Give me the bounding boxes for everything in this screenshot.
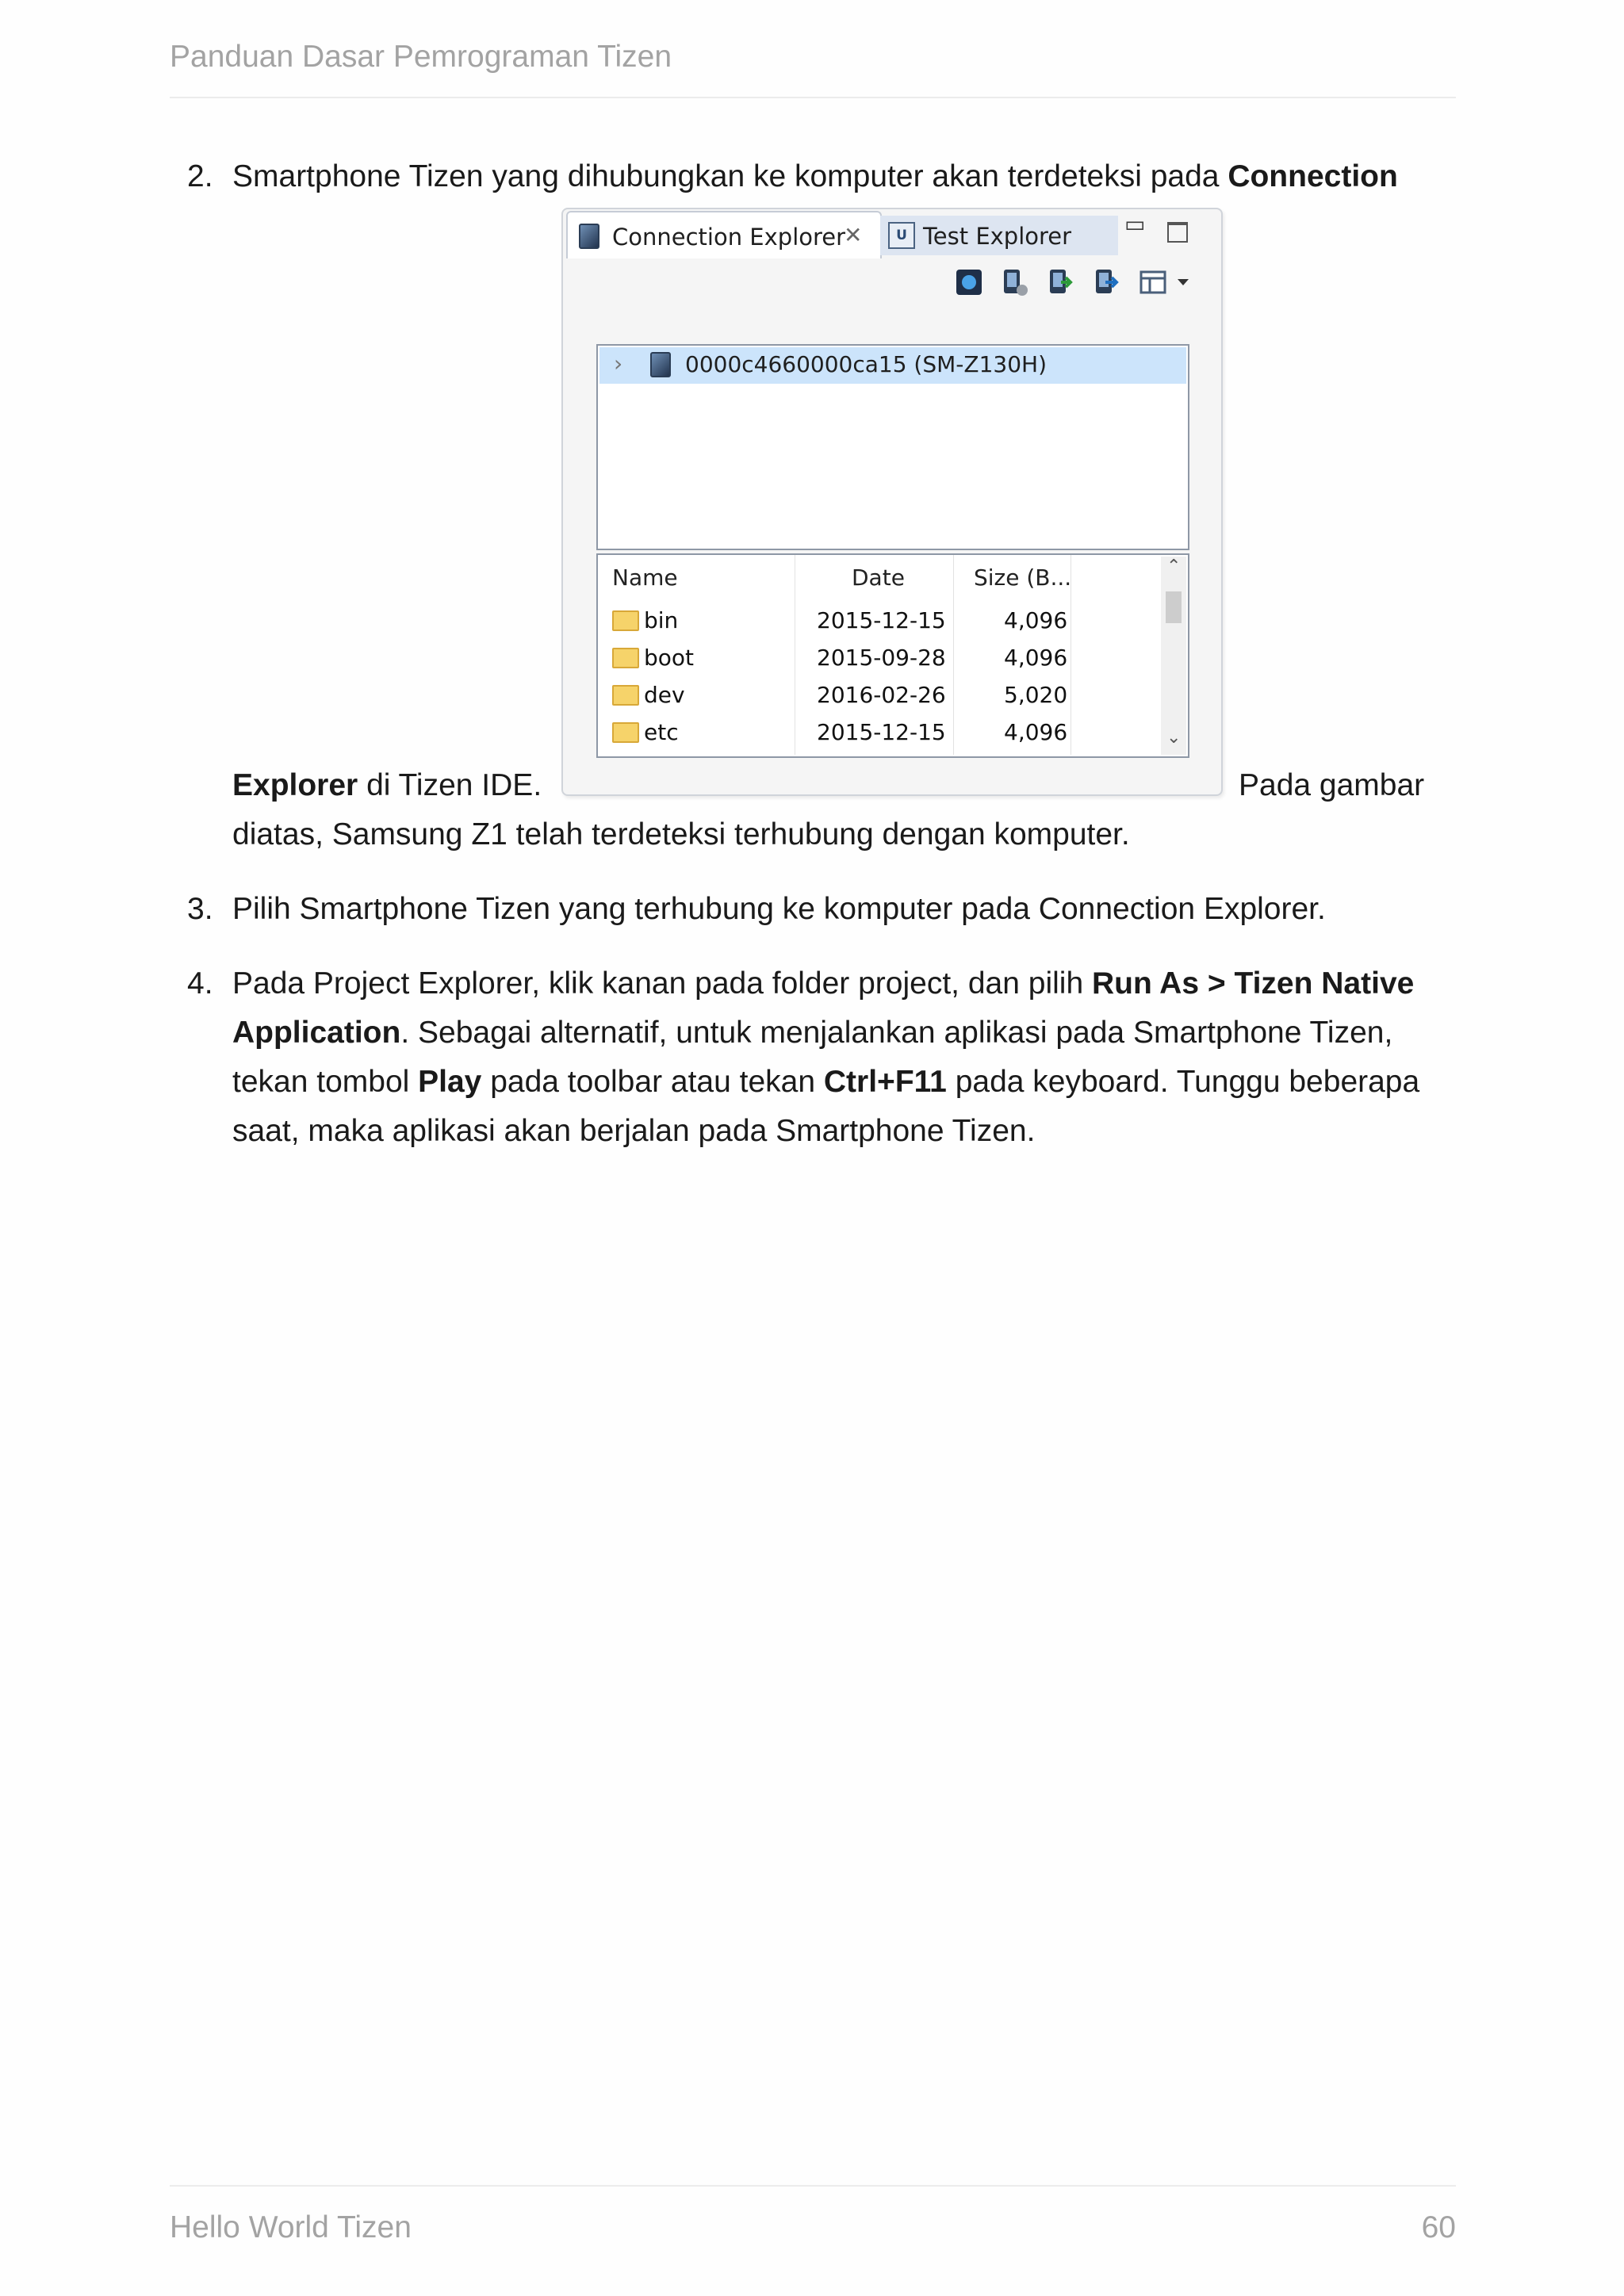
file-name: bin xyxy=(644,607,679,633)
folder-icon xyxy=(612,722,639,743)
tab-test-explorer[interactable] xyxy=(880,216,1118,255)
file-date: 2015-09-28 xyxy=(817,645,946,671)
folder-icon xyxy=(612,648,639,668)
column-header-date[interactable]: Date xyxy=(852,564,905,591)
step-text: pada keyboard. Tunggu beberapa xyxy=(946,1065,1420,1099)
step-bold: Run As > Tizen Native xyxy=(1091,966,1415,1001)
column-header-name[interactable]: Name xyxy=(612,564,678,591)
step-text: . Sebagai alternatif, untuk menjalankan aplikasi pada Smartphone Tizen, xyxy=(400,1016,1393,1050)
chevron-down-icon[interactable] xyxy=(1175,268,1191,297)
chevron-up-icon[interactable]: ⌃ xyxy=(1166,557,1182,576)
step-bold: Ctrl+F11 xyxy=(823,1065,947,1099)
file-browser xyxy=(596,553,1189,758)
step-bold: Application xyxy=(232,1016,401,1050)
push-file-icon[interactable] xyxy=(1047,268,1075,297)
step-bold: Explorer xyxy=(232,768,358,802)
file-date: 2015-12-15 xyxy=(817,607,946,633)
tab-label: Test Explorer xyxy=(923,223,1072,250)
step-4-line-3 xyxy=(232,1058,1419,1107)
file-date: 2015-12-15 xyxy=(817,719,946,745)
file-size: 4,096 xyxy=(1004,719,1068,745)
footer-divider xyxy=(170,2185,1456,2187)
file-name: etc xyxy=(644,719,679,745)
scroll-thumb[interactable] xyxy=(1166,591,1182,623)
footer-title: Hello World Tizen xyxy=(170,2210,412,2244)
step-4-line-1 xyxy=(232,959,1414,1008)
folder-icon xyxy=(612,685,639,706)
file-size: 4,096 xyxy=(1004,645,1068,671)
layout-icon[interactable] xyxy=(1139,268,1167,297)
step-bold: Connection xyxy=(1228,159,1398,193)
test-icon: U xyxy=(888,222,915,249)
minimize-icon[interactable]: ▭ xyxy=(1124,211,1146,237)
tab-label: Connection Explorer xyxy=(612,224,846,251)
device-icon xyxy=(579,224,599,249)
step-number: 3. xyxy=(187,892,213,926)
page-number: 60 xyxy=(1421,2210,1456,2244)
step-number: 2. xyxy=(187,159,213,193)
tab-connection-explorer[interactable] xyxy=(566,211,882,258)
step-text: tekan tombol xyxy=(232,1065,419,1099)
vertical-scrollbar[interactable] xyxy=(1161,557,1186,755)
column-header-size[interactable]: Size (B... xyxy=(974,564,1072,591)
device-tree xyxy=(596,344,1189,550)
chevron-right-icon[interactable]: › xyxy=(614,350,623,377)
device-icon xyxy=(650,352,671,377)
page-header: Panduan Dasar Pemrograman Tizen xyxy=(170,40,672,74)
file-name: boot xyxy=(644,645,695,671)
header-divider xyxy=(170,97,1456,98)
connection-explorer-screenshot xyxy=(561,208,1223,796)
step-number: 4. xyxy=(187,966,213,1001)
folder-icon xyxy=(612,610,639,631)
step-2-line-3: diatas, Samsung Z1 telah terdeteksi terhubung dengan komputer. xyxy=(232,817,1130,851)
step-3-line-1: Pilih Smartphone Tizen yang terhubung ke komputer pada Connection Explorer. xyxy=(232,892,1326,926)
step-bold: Play xyxy=(418,1065,482,1099)
file-size: 5,020 xyxy=(1004,682,1068,708)
step-2-line-2-right: Pada gambar xyxy=(1239,768,1425,802)
column-separator xyxy=(953,555,954,755)
file-name: dev xyxy=(644,682,685,708)
device-manager-icon[interactable] xyxy=(1001,268,1029,297)
step-text: pada toolbar atau tekan xyxy=(481,1065,824,1099)
pull-file-icon[interactable] xyxy=(1093,268,1121,297)
file-size: 4,096 xyxy=(1004,607,1068,633)
device-label: 0000c4660000ca15 (SM-Z130H) xyxy=(685,351,1047,377)
device-row[interactable] xyxy=(599,347,1186,384)
step-4-line-2 xyxy=(232,1008,1392,1058)
step-text: di Tizen IDE. xyxy=(358,768,542,802)
maximize-icon[interactable] xyxy=(1167,222,1188,243)
close-icon[interactable]: ✕ xyxy=(844,222,863,248)
step-text: Pada Project Explorer, klik kanan pada folder project, dan pilih xyxy=(232,966,1092,1001)
step-2-line-1 xyxy=(232,152,1398,201)
step-2-line-2 xyxy=(232,761,542,810)
file-date: 2016-02-26 xyxy=(817,682,946,708)
screen-capture-icon[interactable] xyxy=(955,268,983,297)
view-tabs xyxy=(563,209,1221,257)
chevron-down-icon[interactable]: ⌄ xyxy=(1166,728,1182,748)
step-4-line-4: saat, maka aplikasi akan berjalan pada Smartphone Tizen. xyxy=(232,1114,1036,1148)
step-text: Smartphone Tizen yang dihubungkan ke komputer akan terdeteksi pada xyxy=(232,159,1228,193)
